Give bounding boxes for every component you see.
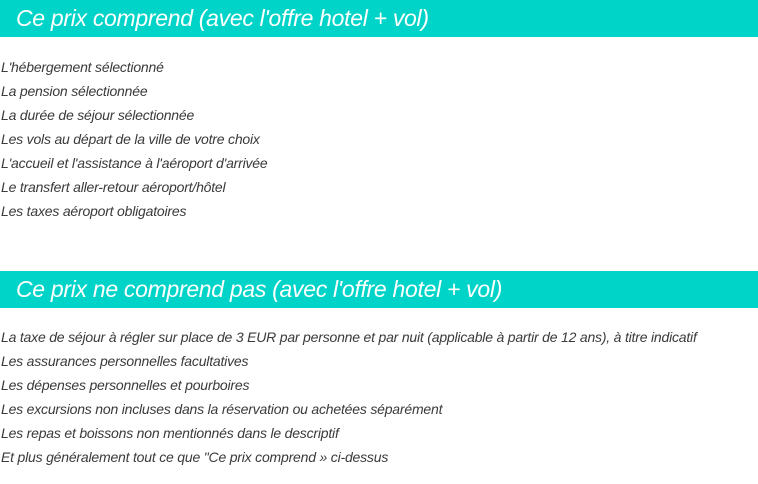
- price-excludes-section: [0, 271, 758, 469]
- list-item: La pension sélectionnée: [1, 83, 148, 99]
- list-item: Et plus généralement tout ce que "Ce prix comprend » ci-dessus: [1, 449, 389, 465]
- list-item: Les taxes aéroport obligatoires: [1, 203, 187, 219]
- list-item: Les vols au départ de la ville de votre choix: [1, 131, 260, 147]
- price-excludes-title: Ce prix ne comprend pas (avec l'offre hotel + vol): [16, 276, 503, 302]
- list-item: La durée de séjour sélectionnée: [1, 107, 195, 123]
- list-item: Les excursions non incluses dans la réservation ou achetées séparément: [1, 401, 443, 417]
- price-excludes-heading: [0, 271, 758, 308]
- list-item: La taxe de séjour à régler sur place de 3 EUR par personne et par nuit (applicable à partir de 12 ans), à titre indicatif: [1, 329, 697, 345]
- list-item: L'hébergement sélectionné: [1, 59, 164, 75]
- list-item: Les repas et boissons non mentionnés dans le descriptif: [1, 425, 339, 441]
- list-item: Les dépenses personnelles et pourboires: [1, 377, 250, 393]
- price-includes-list: [0, 55, 758, 223]
- list-item: Le transfert aller-retour aéroport/hôtel: [1, 179, 226, 195]
- price-includes-title: Ce prix comprend (avec l'offre hotel + vol): [16, 5, 429, 31]
- price-excludes-list: [0, 325, 758, 469]
- price-includes-heading: [0, 0, 758, 37]
- price-includes-section: [0, 0, 758, 223]
- list-item: L'accueil et l'assistance à l'aéroport d'arrivée: [1, 155, 268, 171]
- list-item: Les assurances personnelles facultatives: [1, 353, 249, 369]
